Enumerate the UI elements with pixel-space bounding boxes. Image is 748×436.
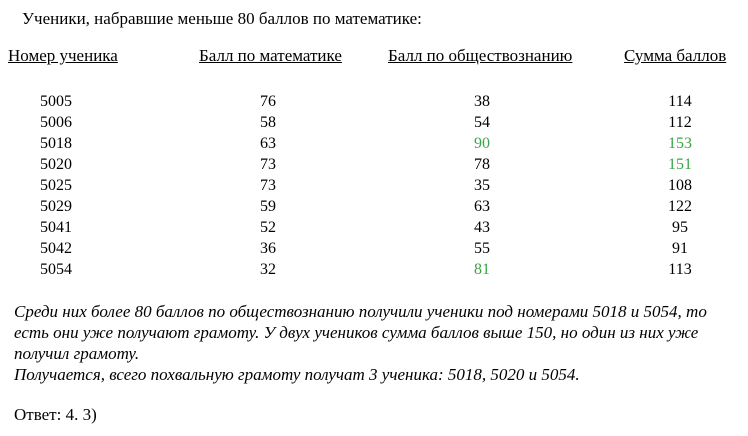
student-number-cell: 5005 bbox=[40, 93, 72, 110]
social-score-cell: 38 bbox=[474, 93, 490, 110]
math-score-cell: 73 bbox=[260, 156, 276, 173]
student-number-cell: 5042 bbox=[40, 240, 72, 257]
student-number-cell: 5006 bbox=[40, 114, 72, 131]
total-score-cell: 113 bbox=[668, 261, 692, 278]
scores-table-body bbox=[0, 91, 748, 280]
table-row bbox=[0, 196, 748, 217]
table-row bbox=[0, 91, 748, 112]
total-score-cell: 151 bbox=[668, 156, 692, 173]
math-score-cell: 32 bbox=[260, 261, 276, 278]
total-score-cell: 108 bbox=[668, 177, 692, 194]
student-number-cell: 5029 bbox=[40, 198, 72, 215]
student-number-cell: 5041 bbox=[40, 219, 72, 236]
social-score-cell: 35 bbox=[474, 177, 490, 194]
explanation bbox=[14, 301, 744, 385]
header-social-score: Балл по обществознанию bbox=[388, 46, 573, 65]
table-row bbox=[0, 217, 748, 238]
student-number-cell: 5054 bbox=[40, 261, 72, 278]
table-row bbox=[0, 133, 748, 154]
social-score-cell: 78 bbox=[474, 156, 490, 173]
social-score-cell: 43 bbox=[474, 219, 490, 236]
student-number-cell: 5020 bbox=[40, 156, 72, 173]
math-score-cell: 63 bbox=[260, 135, 276, 152]
total-score-cell: 91 bbox=[672, 240, 688, 257]
total-score-cell: 153 bbox=[668, 135, 692, 152]
total-score-cell: 112 bbox=[668, 114, 692, 131]
explanation-conclusion: Получается, всего похвальную грамоту получат 3 ученика: 5018, 5020 и 5054. bbox=[14, 365, 580, 384]
social-score-cell: 55 bbox=[474, 240, 490, 257]
intro-text: Ученики, набравшие меньше 80 баллов по математике: bbox=[22, 9, 422, 28]
math-score-cell: 73 bbox=[260, 177, 276, 194]
table-row bbox=[0, 259, 748, 280]
table-row bbox=[0, 112, 748, 133]
social-score-cell: 90 bbox=[474, 135, 490, 152]
social-score-cell: 63 bbox=[474, 198, 490, 215]
social-score-cell: 54 bbox=[474, 114, 490, 131]
answer-text: Ответ: 4. 3) bbox=[14, 405, 97, 424]
total-score-cell: 122 bbox=[668, 198, 692, 215]
student-number-cell: 5025 bbox=[40, 177, 72, 194]
math-score-cell: 52 bbox=[260, 219, 276, 236]
header-math-score: Балл по математике bbox=[199, 46, 342, 65]
table-row bbox=[0, 154, 748, 175]
math-score-cell: 59 bbox=[260, 198, 276, 215]
total-score-cell: 114 bbox=[668, 93, 692, 110]
student-number-cell: 5018 bbox=[40, 135, 72, 152]
table-row bbox=[0, 175, 748, 196]
header-student-number: Номер ученика bbox=[8, 46, 118, 65]
social-score-cell: 81 bbox=[474, 261, 490, 278]
math-score-cell: 58 bbox=[260, 114, 276, 131]
header-total-score: Сумма баллов bbox=[624, 46, 727, 65]
explanation-paragraph: Среди них более 80 баллов по обществознанию получили ученики под номерами 5018 и 5054, то есть они уже получают грамоту. У двух учеников сумма баллов выше 150, но один из них уже получил грамоту. bbox=[14, 302, 707, 363]
math-score-cell: 76 bbox=[260, 93, 276, 110]
math-score-cell: 36 bbox=[260, 240, 276, 257]
total-score-cell: 95 bbox=[672, 219, 688, 236]
table-row bbox=[0, 238, 748, 259]
